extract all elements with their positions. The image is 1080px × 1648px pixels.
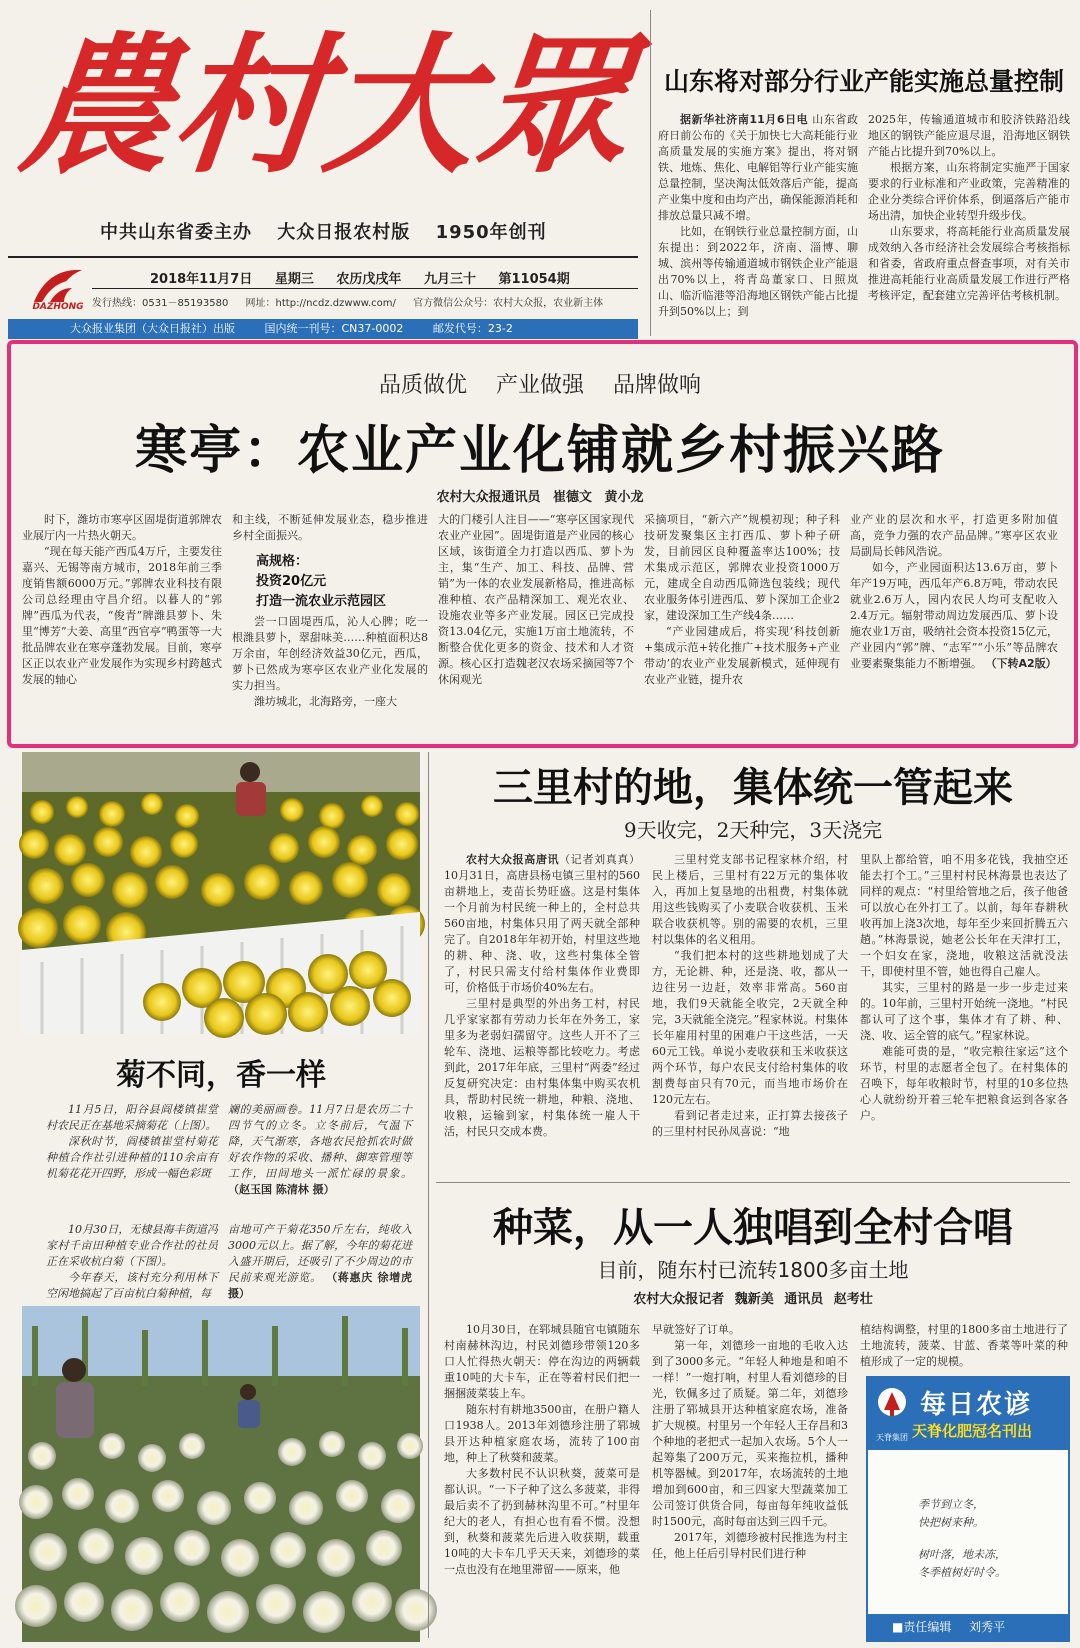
proverb-title: 每日农谚 (920, 1390, 1033, 1420)
zhongcai-title: 种菜，从一人独唱到全村合唱 (493, 1205, 1013, 1251)
paragraph: “产业园建成后，将实现‘科技创新+集成示范+转化推广+技术服务+产业带动’的农业产业发展新模式，延伸现有农业产业链，提升农 (644, 625, 840, 686)
paragraph: “现在每天能产西瓜4万斤，主要发往嘉兴、无锡等南方城市，2018年前三季度销售额6000万元。”郭牌农业科技有限公司总经理由守昌介绍。以暮人的“郭牌”西瓜为代表，“俊青”牌潍县萝卜、朱里“博芳”大姜、高里“西官亭”鸭蛋等一大批品牌农业在寒亭蓬勃发展。目前，寒亭区正以农业产业发展作为实现乡村跨越式发展的轴心 (22, 545, 222, 686)
tianji-logo-icon (876, 1386, 908, 1430)
paragraph-text: 亩地可产干菊花350斤左右，纯收入3000元以上。据了解，今年的菊花进入盛开期后，还吸引了不少周边的市民前来观光游览。 (228, 1223, 412, 1284)
edition: 大众日报农村版 (277, 222, 411, 243)
masthead-char: 村 (165, 18, 330, 194)
tianji-logo-text: 天脊集团 (876, 1433, 908, 1442)
publisher: 大众报业集团（大众日报社）出版 (70, 322, 235, 335)
chrysanthemum-photo-1 (22, 752, 420, 1034)
logo-text: DAZHONG (32, 302, 84, 312)
chrysanthemum-photo-2 (22, 1306, 420, 1642)
paragraph: 大的门楼引人注目——“寒亭区国家现代农业产业园”。固堤街道是产业园的核心区域，该街道全力打造以西瓜、萝卜为主，集“生产、加工、科技、品牌、营销”为一体的农业发展新格局，推进高标准种植、农产品精深加工、观光农业、设施农业等多产业发展。园区已完成投资13.04亿元，实施1万亩土地流转，不断整合优化更多的资金、技术和人才资源。核心区打造魏老汉农场采摘园等7个休闲观光 (438, 513, 634, 686)
sanli-col3 (860, 852, 1068, 1172)
chrysanthemum-caption1-colA (46, 1102, 218, 1198)
proverb-verse-2 (918, 1546, 1006, 1582)
weekday: 星期三 (274, 272, 314, 287)
sanli-subtitle: 9天收完，2天种完，3天浇完 (623, 818, 883, 842)
paragraph: 深秋时节，阎楼镇崔堂村菊花种植合作社引进种植的110余亩有机菊花花开四野，形成一幅色彩斑 (46, 1135, 218, 1180)
paragraph (658, 112, 858, 224)
masthead-char: 大 (317, 18, 482, 194)
paragraph: 早就签好了订单。 (652, 1323, 740, 1336)
lunar-year: 农历戊戌年 (336, 272, 402, 287)
paragraph: 尝一口固堤西瓜，沁人心脾；吃一根潍县萝卜，翠甜味美……种植面积达8万余亩，年创经济效益30亿元，西瓜，萝卜已然成为寒亭区农业产业化发展的实力担当。 (232, 615, 428, 692)
paragraph: 植结构调整，村里的1800多亩土地进行了土地流转，菠菜、甘蓝、香菜等叶菜的种植形成了一定的规模。 (860, 1323, 1068, 1368)
sub-line: 投资20亿元 (256, 574, 327, 589)
sponsor: 中共山东省委主办 (100, 222, 252, 243)
paragraph: 第一年，刘德珍一亩地的毛收入达到了3000多元。“年轻人种地是和咱不一样！”一炮打响，村里人看刘德珍的目光，钦佩多过了质疑。第二年，刘德珍注册了郓城县开达种植家庭农场，准备扩大规模。村里另一个年轻人王存昌和3个种地的老把式一起加入农场。5个人一起筹集了200万元，买来拖拉机，播种机等器械。到2017年，农场流转的土地增加到600亩，和三四家大型蔬菜加工公司签订供货合同，每亩每年纯收益低时1500元，高时每亩达到三四千元。 (652, 1339, 848, 1528)
paragraph: 三里村是典型的外出务工村，村民几乎家家都有劳动力长年在外务工，家里多为老弱妇孺留守。这些人开不了三轮车、浇地、运粮等都比较吃力。考虑到此，2017年年底，三里村“两委”经过反复研究决定：由村集体集中购买农机具，帮助村民统一耕地，种粮、浇地、收粮，运输到家，村集体统一雇人干活，村民只交成本费。 (444, 997, 640, 1138)
paragraph (850, 560, 1058, 672)
masthead-char: 農 (13, 18, 178, 194)
verse-line: 季节到立冬， (918, 1498, 984, 1511)
chrysanthemum-caption2-colB (228, 1222, 412, 1300)
sanli-col1 (444, 852, 640, 1172)
paragraph: 今年春天，该村充分利用林下空闲地搞起了百亩杭白菊种植，每 (46, 1271, 218, 1300)
zhongcai-byline: 农村大众报记者 魏新美 通讯员 赵考壮 (633, 1292, 873, 1307)
chrysanthemum-title: 菊不同，香一样 (116, 1058, 326, 1093)
feature-col4 (644, 512, 840, 714)
proverb-verse-1 (918, 1496, 984, 1532)
paragraph: 比如，在钢铁行业总量控制方面，山东提出：到2022年，济南、淄博、聊城、滨州等传输通道城市钢铁企业产能退出70%以上，将青岛董家口、日照岚山、临沂临港等沿海地区钢铁产能占比提升到50%以上；到 (658, 225, 858, 318)
contact-line (92, 294, 617, 309)
feature-col2-top (232, 512, 428, 548)
masthead-rule (8, 256, 638, 258)
paragraph (228, 1102, 412, 1198)
paragraph-text: 斓的美丽画卷。11月7日是农历二十四节气的立冬。立冬前后，气温下降，天气渐寒，各地农民抢抓农时做好农作物的采收、播种、御寒管理等工作，田间地头一派忙碌的景象。 (228, 1103, 412, 1180)
feature-kicker: 品质做优 产业做强 品牌做响 (379, 373, 701, 398)
editor-label: ■责任编辑 (892, 1620, 952, 1634)
paragraph: 2017年，刘德珍被村民推选为村主任，他上任后引导村民们进行种 (652, 1531, 848, 1560)
verse-line: 快把树来种。 (918, 1516, 984, 1529)
top-article-col1 (658, 112, 858, 336)
sanli-title: 三里村的地，集体统一管起来 (493, 765, 1013, 811)
column-divider (650, 10, 651, 336)
wechat: 官方微信公众号：农村大众报，农业新主体 (413, 298, 604, 309)
chrysanthemum-caption2-colA (46, 1222, 218, 1300)
paragraph: 10月30日，无棣县海丰街道冯家村千亩田种植专业合作社的社员正在采收杭白菊（下图）。 (46, 1223, 218, 1268)
paragraph (228, 1222, 412, 1302)
paragraph: 业产业的层次和水平，打造更多附加值高，竞争力强的农产品品牌。”寒亭区农业局副局长韩风浩说。 (850, 513, 1058, 558)
founded: 1950年创刊 (435, 222, 547, 243)
paragraph-text: （记者刘真真）10月31日，高唐县杨屯镇三里村的560亩耕地上，麦苗长势旺盛。这是村集体一个月前为村民统一种上的，全村总共560亩地，村集体只用了两天就全部种完了。自2018年年初开始，村里这些地的耕、种、浇、收，这些村集体全管了，村民只需支付给村集体作业费即可，价格低于市场价40%左右。 (444, 853, 641, 994)
paragraph: 2025年，传输通道城市和胶济铁路沿线地区的钢铁产能应退尽退，沿海地区钢铁产能占比提升到70%以上。 (868, 113, 1070, 158)
photo-credit: （赵玉国 陈清林 摄） (228, 1183, 335, 1196)
feature-headline: 寒亭：农业产业化铺就乡村振兴路 (134, 421, 945, 481)
paragraph-text: 山东省政府日前公布的《关于加快七大高耗能行业高质量发展的实施方案》提出，将对钢铁、地炼、焦化、电解铝等行业产能实施总量控制，坚决淘汰低效落后产能，提高产业集中度和由均产出，确保能源消耗和排放总量只减不增。 (658, 113, 859, 222)
paragraph: “我们把本村的这些耕地划成了大方，无论耕、种，还是浇、收，都从一边往另一边赶，效率非常高。560亩地，我们9天就能全收完，2天就全种完，3天就能全浇完。”程家林说。村集体长年雇用村里的困难户干这些活，一天60元工钱。单说小麦收获和玉米收获这两个环节，每户农民支付给村集体的收割费每亩只有70元，而当地市场价在120元左右。 (652, 949, 848, 1106)
hotline: 发行热线：0531－85193580 (92, 298, 229, 309)
top-article-title: 山东将对部分行业产能实施总量控制 (663, 67, 1064, 96)
paragraph: 大多数村民不认识秋葵，菠菜可是都认识。“一下子种了这么多菠菜，非得最后卖不了扔到赫林沟里不可。”村里年纪大的老人，有担心也有看不惯。没想到，秋葵和菠菜先后进入收获期，载重10吨的大卡车几乎天天来，刘德珍的菜一点也没有在地里滞留——原来，他 (444, 1467, 640, 1576)
editor-credit (868, 1614, 1068, 1640)
paragraph: 根据方案，山东将制定实施严于国家要求的行业标准和产业政策，完善精准的企业分类综合评价体系，倒逼落后产能市场出清，加快企业转型升级步伐。 (868, 161, 1070, 222)
paragraph: 采摘项目，“新六产”规模初现；种子科技研发聚集区主打西瓜、萝卜种子研发，目前园区良种覆盖率达100%；技术集成示范区，郭牌农业投资1000万元，建成全自动西瓜筛选包装线；现代农业服务体引进西瓜、萝卜深加工企业2家，建设深加工生产线4条…… (644, 513, 840, 622)
lunar-day: 九月三十 (423, 272, 476, 287)
paragraph: 和主线，不断延伸发展业态，稳步推进乡村全面振兴。 (232, 513, 428, 542)
feature-col2-bottom (232, 614, 428, 714)
cn-code: 国内统一刊号：CN37-0002 (264, 322, 404, 335)
issue-number: 第11054期 (498, 272, 570, 287)
photo-credit: （蒋惠庆 徐增虎 摄） (228, 1271, 412, 1300)
chrysanthemum-caption1-colB (228, 1102, 412, 1198)
issue-date: 2018年11月7日 (150, 272, 253, 287)
publisher-bar (8, 319, 638, 339)
feature-col1 (22, 512, 222, 712)
paragraph: 三里村党支部书记程家林介绍，村民上楼后，三里村有22万元的集体收入，再加上复垦地的出租费，村集体就用这些钱购买了小麦联合收获机、玉米联合收获机等。别的需要的农机，三里村以集体的名义租用。 (652, 853, 848, 946)
editor-name: 刘秀平 (969, 1620, 1006, 1634)
postal-code: 邮发代号：23-2 (432, 322, 513, 335)
paragraph: 时下，潍坊市寒亭区固堤街道郭牌农业展厅内一片热火朝天。 (22, 513, 222, 542)
zhongcai-subtitle: 目前，随东村已流转1800多亩土地 (597, 1258, 909, 1282)
verse-line: 树叶落，地未冻， (918, 1548, 1006, 1561)
zhongcai-col2 (652, 1322, 848, 1642)
paragraph: 里队上都给管，咱不用多花钱，我抽空还能去打个工。”三里村村民林海景也表达了同样的观点：“村里给管地之后，孩子他爸可以放心在外打工了。以前，每年春耕秋收再加上浇3次地，每年至少来回折腾五六趟。”林海景说，她老公长年在天津打工，一个妇女在家，浇地，收粮这活就没法干，即使村里不管，她也得自己雇人。 (860, 853, 1068, 978)
lead-source: 据新华社济南11月6日电 (680, 113, 809, 126)
masthead-subtitle (100, 218, 620, 244)
masthead-title (13, 4, 642, 214)
feature-col3 (438, 512, 634, 714)
website: 网址：http://ncdz.dzwww.com/ (245, 298, 396, 309)
lead-source: 农村大众报高唐讯 (466, 853, 560, 866)
zhongcai-col1 (444, 1322, 640, 1642)
continued-note: （下转A2版） (985, 657, 1057, 670)
feature-col5 (850, 512, 1058, 714)
paragraph: 10月30日，在郓城县随官屯镇随东村南赫林沟边，村民刘德珍带领120多口人忙得热火朝天：停在沟边的两辆载重10吨的大卡车，正在等着村民们把一捆捆菠菜装上车。 (444, 1323, 640, 1400)
sub-label: 高规格： (256, 554, 309, 569)
paragraph: 山东要求，将高耗能行业高质量发展成效纳入各市经济社会发展综合考核指标和省委，省政府重点督查事项，对有关市推进高耗能行业高质量发展工作进行严格考核评定，配套建立完善评估考核机制。 (868, 225, 1070, 302)
sub-line: 打造一流农业示范园区 (256, 594, 387, 609)
sanli-col2 (652, 852, 848, 1172)
date-line (150, 268, 588, 287)
verse-line: 冬季植树好时令。 (918, 1566, 1006, 1579)
paragraph: 随东村有耕地3500亩，在册户籍人口1938人。2013年刘德珍注册了郓城县开达种植家庭农场，流转了100亩地，种上了秋葵和菠菜。 (444, 1403, 640, 1464)
proverb-sponsor: 天脊化肥冠名刊出 (912, 1422, 1033, 1440)
section-rule (436, 1182, 1070, 1183)
paragraph: 11月5日，阳谷县阎楼镇崔堂村农民正在基地采摘菊花（上图）。 (46, 1103, 218, 1132)
paragraph: 难能可贵的是，“收完粮往家运”这个环节，村里的志愿者全包了。在村集体的召唤下，每年收粮时节，村里的10多位热心人就纷纷开着三轮车把粮食运到各家各户。 (860, 1045, 1068, 1122)
feature-byline: 农村大众报通讯员 崔德文 黄小龙 (436, 490, 644, 505)
masthead-char: 眾 (469, 18, 634, 194)
date-rule (92, 288, 638, 289)
paragraph: 潍坊城北，北海路旁，一座大 (254, 695, 397, 708)
paragraph: 看到记者走过来，正打算去接孩子的三里村村民孙凤喜说：“地 (652, 1109, 848, 1138)
paragraph: 其实，三里村的路是一步一步走过来的。10年前，三里村开始统一浇地。“村民都认可了这个事，集体才有了耕、种、浇、收、运全管的底气。”程家林说。 (860, 981, 1068, 1042)
zhongcai-col3 (860, 1322, 1068, 1372)
column-divider (428, 752, 429, 1638)
feature-subheading (256, 552, 426, 612)
paragraph (444, 852, 640, 996)
paragraph-text: 如今，产业园面积达13.6万亩，萝卜年产19万吨，西瓜年产6.8万吨，带动农民就业2.6万人，园内农民人均可支配收入2.4万元。辐射带动周边发展西瓜、萝卜设施农业1万亩，吸纳社会资本投资15亿元，产业园内“郭”牌、“志军”“小乐”等品牌农业要素聚集能力不断增强。 (850, 561, 1058, 670)
top-article-col2 (868, 112, 1070, 336)
